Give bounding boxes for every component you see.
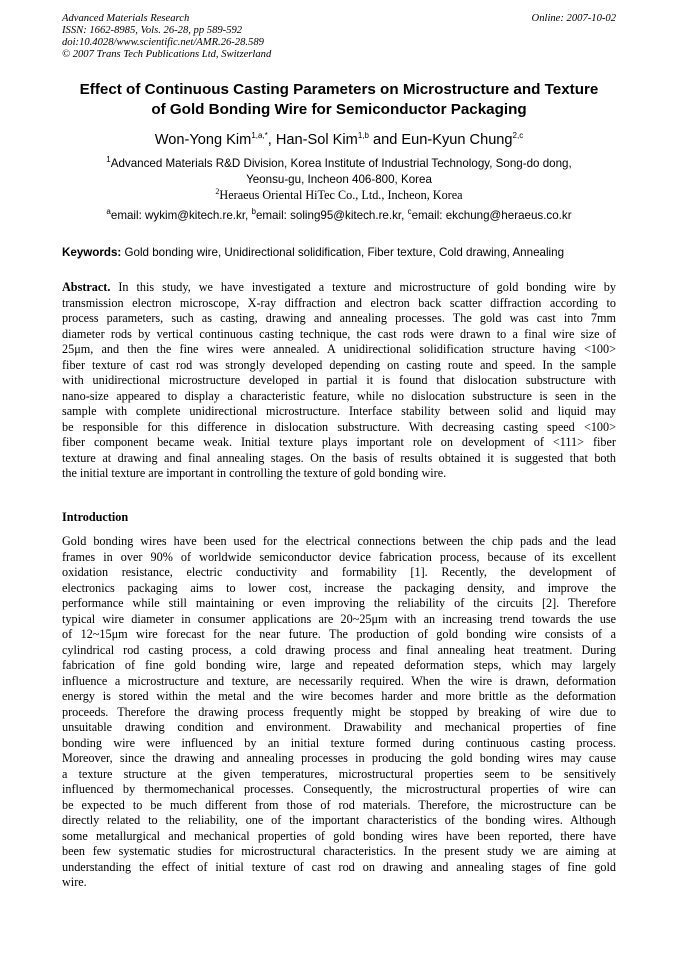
intro-line: bonding wire were influenced by an initial texture formed during continuous casting process. (62, 735, 616, 750)
intro-line: unsuitable drawing condition and environment. Drawability and mechanical properties of fine (62, 720, 616, 735)
intro-line: energy is stored within the metal and the wire becomes harder and more brittle as the deformation (62, 689, 616, 704)
affiliation-1 (30, 156, 648, 172)
email-address: email: soling95@kitech.re.kr, (255, 209, 408, 222)
intro-line: typical wire diameter in consumer applications are 20~25μm with an increasing trend towards the use (62, 611, 616, 626)
doi-line: doi:10.4028/www.scientific.net/AMR.26-28.589 (62, 37, 264, 48)
intro-line: some metallurgical and mechanical properties of gold bonding wires have been reported, there have (62, 828, 616, 843)
affiliation-marker: 1 (106, 155, 111, 165)
abstract-line: fiber texture of cast rod was strongly developed depending on casting route and speed. In the sample (62, 357, 616, 372)
affiliation-2 (30, 187, 648, 203)
online-date: Online: 2007-10-02 (531, 13, 616, 24)
author-name: Won-Yong Kim (154, 132, 252, 148)
abstract-line: process parameters, such as casting, drawing and annealing processes. The gold was cast into 7mm (62, 311, 616, 326)
abstract-section (62, 280, 616, 482)
intro-line: performance while still maintaining or even improving the reliability of the circuits [2]. Therefore (62, 596, 616, 611)
section-heading: Introduction (62, 510, 129, 524)
title-line-1: Effect of Continuous Casting Parameters on Microstructure and Texture (79, 81, 599, 98)
abstract-line: fiber component became weak. Initial texture plays important role on development of <111> fiber (62, 435, 616, 450)
intro-line: frames in over 90% of worldwide semiconductor device fabrication process, because of its excellent (62, 549, 616, 564)
affiliation-1-cont (30, 172, 648, 188)
copyright-line: © 2007 Trans Tech Publications Ltd, Switzerland (62, 49, 272, 60)
abstract-line: texture at drawing and final annealing stages. On the basis of results obtained it is suggested that both (62, 450, 616, 465)
intro-line: electronics packaging aims to lower cost, increase the packaging density, and improve the (62, 580, 616, 595)
paper-title (40, 80, 638, 120)
abstract-line: transmission electron microscope, X-ray diffraction and electron back scatter diffraction according to (62, 295, 616, 310)
affiliation-text: Advanced Materials R&D Division, Korea Institute of Industrial Technology, Song-do dong, (110, 157, 572, 170)
author-superscript: 1,b (357, 131, 369, 141)
intro-line: a texture structure at the given temperatures, microstructural properties seem to be sensitively (62, 766, 616, 781)
abstract-line (62, 280, 616, 296)
keywords-text: Gold bonding wire, Unidirectional solidification, Fiber texture, Cold drawing, Annealing (121, 246, 565, 259)
intro-line: fabrication of fine gold bonding wire, large and repeated deformation steps, which may largely (62, 658, 616, 673)
journal-name: Advanced Materials Research (62, 13, 190, 24)
keywords-label: Keywords: (62, 246, 122, 259)
journal-header (62, 13, 616, 61)
intro-line: Gold bonding wires have been used for the electrical connections between the chip pads and the lead (62, 534, 616, 548)
abstract-line: with unidirectional microstructure developed in partial it is found that dislocation substructure with (62, 373, 616, 388)
intro-line: understanding the effect of initial texture of cast rod on drawing and annealing stages of fine gold (62, 859, 616, 874)
title-line-2: of Gold Bonding Wire for Semiconductor Packaging (151, 101, 527, 118)
author-name: and Eun-Kyun Chung (368, 132, 513, 148)
intro-line: been few systematic studies for microstructural characteristics. In the present study we are aiming at (62, 844, 616, 859)
email-address: email: ekchung@heraeus.co.kr (411, 209, 572, 222)
affiliation-marker: 2 (215, 186, 220, 196)
intro-line: proceeds. Therefore the drawing process frequently might be stopped by breaking of wire due to (62, 704, 616, 719)
abstract-line: the initial texture are important in controlling the texture of gold bonding wire. (62, 466, 447, 481)
abstract-line: nano-size appeared to display a characteristic feature, while no dislocation substructure is seen in the (62, 388, 616, 403)
intro-line: be expected to be much different from those of rod materials. Therefore, the microstructure can be (62, 797, 616, 812)
abstract-line: 25μm, and then the fine wires were annealed. A unidirectional solidification structure having <100> (62, 342, 616, 357)
author-list (30, 130, 648, 150)
email-marker: a (106, 207, 111, 217)
abstract-label: Abstract. (62, 280, 111, 294)
abstract-text: In this study, we have investigated a texture and microstructure of gold bonding wire by (110, 280, 616, 294)
abstract-line: be responsible for this difference in dislocation substructure. With decreasing casting speed <100> (62, 419, 616, 434)
email-marker: c (407, 207, 412, 217)
affiliation-text: Heraeus Oriental HiTec Co., Ltd., Incheon, Korea (219, 188, 463, 202)
email-marker: b (251, 207, 256, 217)
issn-line: ISSN: 1662-8985, Vols. 26-28, pp 589-592 (62, 25, 243, 36)
affiliation-text: Yeonsu-gu, Incheon 406-800, Korea (246, 173, 432, 186)
author-name: , Han-Sol Kim (267, 132, 358, 148)
keywords (62, 245, 622, 261)
author-superscript: 1,a,* (251, 131, 268, 141)
abstract-line: diameter rods by vertical continuous casting technique, the cast rods were drawn to a final wire size of (62, 326, 616, 341)
email-address: email: wykim@kitech.re.kr, (110, 209, 252, 222)
intro-line: influenced by thermomechanical processes. Consequently, the microstructural properties of wire can (62, 782, 616, 797)
intro-line: directly related to the reliability, one of the important characteristics of the bonding wires. Although (62, 813, 616, 828)
abstract-line: sample with complete unidirectional microstructure. Interface stability between solid and liquid may (62, 404, 616, 419)
intro-line: Moreover, since the drawing and annealing processes in producing the gold bonding wires may cause (62, 751, 616, 766)
introduction-section (62, 534, 616, 891)
intro-line: of 12~15μm wire forecast for the near future. The production of gold bonding wire consists of a (62, 627, 616, 642)
email-line (30, 208, 648, 224)
author-superscript: 2,c (512, 131, 524, 141)
intro-line: influence a microstructure and texture, are necessarily required. When the wire is drawn, deformation (62, 673, 616, 688)
intro-line: cylindrical rod casting process, a cold drawing process and final annealing heat treatment. During (62, 642, 616, 657)
intro-line: oxidation resistance, electric conductivity and formability [1]. Recently, the development of (62, 565, 616, 580)
intro-line: wire. (62, 875, 87, 890)
